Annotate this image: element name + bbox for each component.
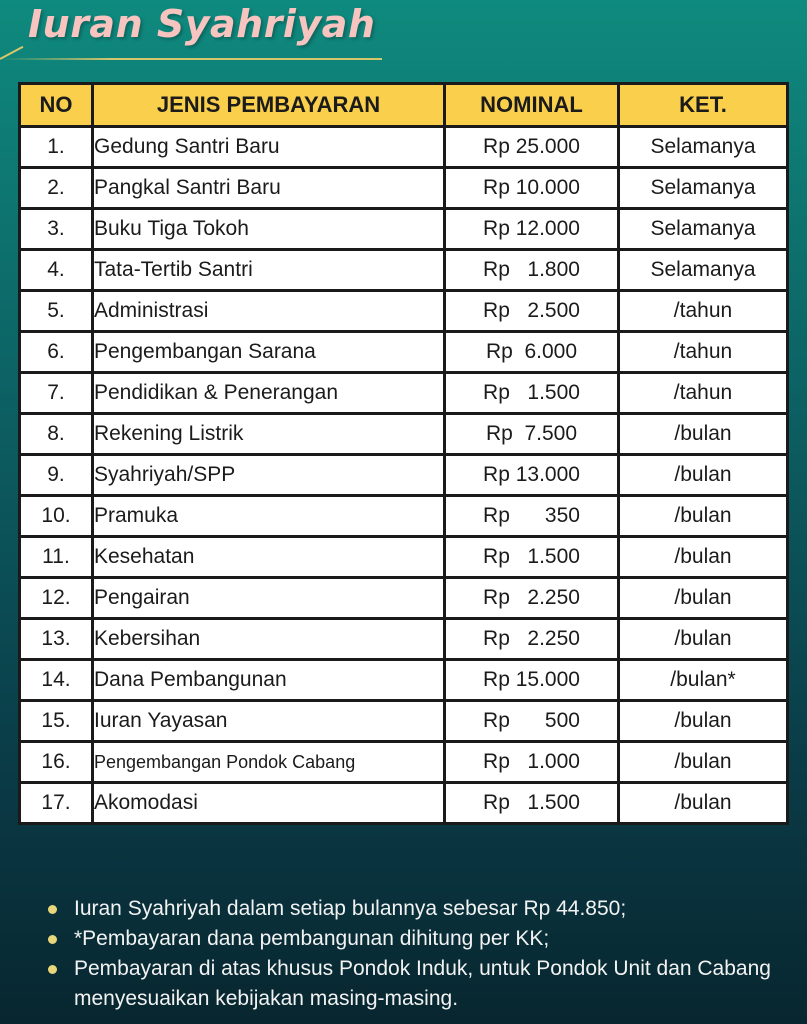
payment-type: Syahriyah/SPP: [93, 455, 445, 496]
nominal-amount: Rp 7.500: [445, 414, 619, 455]
row-number: 12.: [20, 578, 93, 619]
nominal-amount: Rp 2.500: [445, 291, 619, 332]
table-row: [20, 660, 788, 701]
keterangan: /bulan: [619, 742, 788, 783]
payment-type: Pengembangan Pondok Cabang: [93, 742, 445, 783]
keterangan: /bulan: [619, 455, 788, 496]
keterangan: Selamanya: [619, 209, 788, 250]
table-row: [20, 783, 788, 824]
keterangan: /bulan: [619, 578, 788, 619]
row-number: 6.: [20, 332, 93, 373]
payment-type: Pengembangan Sarana: [93, 332, 445, 373]
table-row: [20, 332, 788, 373]
bullet-icon: [48, 905, 57, 914]
nominal-amount: Rp 350: [445, 496, 619, 537]
keterangan: /bulan: [619, 619, 788, 660]
payment-type: Kesehatan: [93, 537, 445, 578]
table-row: [20, 742, 788, 783]
keterangan: /tahun: [619, 291, 788, 332]
nominal-amount: Rp 500: [445, 701, 619, 742]
note-item: [48, 924, 788, 954]
payment-type: Rekening Listrik: [93, 414, 445, 455]
table-row: [20, 619, 788, 660]
row-number: 8.: [20, 414, 93, 455]
nominal-amount: Rp 10.000: [445, 168, 619, 209]
row-number: 4.: [20, 250, 93, 291]
page-title: Iuran Syahriyah: [28, 2, 376, 46]
note-text: Pembayaran di atas khusus Pondok Induk, untuk Pondok Unit dan Cabang menyesuaikan kebijakan masing-masing.: [74, 957, 771, 1010]
table-row: [20, 127, 788, 168]
payment-type: Akomodasi: [93, 783, 445, 824]
title-underline: [0, 58, 382, 60]
payment-type: Pangkal Santri Baru: [93, 168, 445, 209]
note-text: *Pembayaran dana pembangunan dihitung per KK;: [74, 927, 550, 950]
row-number: 13.: [20, 619, 93, 660]
keterangan: /tahun: [619, 332, 788, 373]
table-row: [20, 537, 788, 578]
row-number: 2.: [20, 168, 93, 209]
payment-type: Buku Tiga Tokoh: [93, 209, 445, 250]
nominal-amount: Rp 15.000: [445, 660, 619, 701]
row-number: 10.: [20, 496, 93, 537]
row-number: 16.: [20, 742, 93, 783]
payment-type: Dana Pembangunan: [93, 660, 445, 701]
nominal-amount: Rp 1.500: [445, 783, 619, 824]
fee-table: [18, 82, 789, 825]
row-number: 11.: [20, 537, 93, 578]
nominal-amount: Rp 2.250: [445, 619, 619, 660]
note-text: Iuran Syahriyah dalam setiap bulannya sebesar Rp 44.850;: [74, 897, 627, 920]
notes-list: [48, 894, 788, 1014]
nominal-amount: Rp 1.500: [445, 537, 619, 578]
keterangan: /bulan: [619, 701, 788, 742]
keterangan: /tahun: [619, 373, 788, 414]
table-row: [20, 373, 788, 414]
table-row: [20, 578, 788, 619]
row-number: 15.: [20, 701, 93, 742]
nominal-amount: Rp 1.000: [445, 742, 619, 783]
keterangan: /bulan: [619, 496, 788, 537]
table-row: [20, 168, 788, 209]
row-number: 3.: [20, 209, 93, 250]
nominal-amount: Rp 1.500: [445, 373, 619, 414]
table-row: [20, 209, 788, 250]
payment-type: Kebersihan: [93, 619, 445, 660]
bullet-icon: [48, 965, 57, 974]
table-row: [20, 455, 788, 496]
row-number: 9.: [20, 455, 93, 496]
header-ket: KET.: [619, 84, 788, 127]
keterangan: /bulan: [619, 414, 788, 455]
keterangan: Selamanya: [619, 250, 788, 291]
payment-type: Tata-Tertib Santri: [93, 250, 445, 291]
payment-type: Iuran Yayasan: [93, 701, 445, 742]
table-row: [20, 250, 788, 291]
keterangan: /bulan*: [619, 660, 788, 701]
bullet-icon: [48, 935, 57, 944]
nominal-amount: Rp 1.800: [445, 250, 619, 291]
payment-type: Pramuka: [93, 496, 445, 537]
table-header-row: [20, 84, 788, 127]
nominal-amount: Rp 6.000: [445, 332, 619, 373]
keterangan: /bulan: [619, 537, 788, 578]
note-item: [48, 954, 788, 1014]
table-row: [20, 496, 788, 537]
nominal-amount: Rp 13.000: [445, 455, 619, 496]
row-number: 17.: [20, 783, 93, 824]
table-row: [20, 414, 788, 455]
payment-type: Pengairan: [93, 578, 445, 619]
table-row: [20, 291, 788, 332]
payment-type: Gedung Santri Baru: [93, 127, 445, 168]
row-number: 1.: [20, 127, 93, 168]
row-number: 14.: [20, 660, 93, 701]
payment-type: Pendidikan & Penerangan: [93, 373, 445, 414]
keterangan: Selamanya: [619, 127, 788, 168]
keterangan: /bulan: [619, 783, 788, 824]
nominal-amount: Rp 25.000: [445, 127, 619, 168]
nominal-amount: Rp 2.250: [445, 578, 619, 619]
nominal-amount: Rp 12.000: [445, 209, 619, 250]
payment-type: Administrasi: [93, 291, 445, 332]
header-no: NO: [20, 84, 93, 127]
keterangan: Selamanya: [619, 168, 788, 209]
note-item: [48, 894, 788, 924]
row-number: 7.: [20, 373, 93, 414]
header-nominal: NOMINAL: [445, 84, 619, 127]
header-jenis-pembayaran: JENIS PEMBAYARAN: [93, 84, 445, 127]
table-row: [20, 701, 788, 742]
row-number: 5.: [20, 291, 93, 332]
